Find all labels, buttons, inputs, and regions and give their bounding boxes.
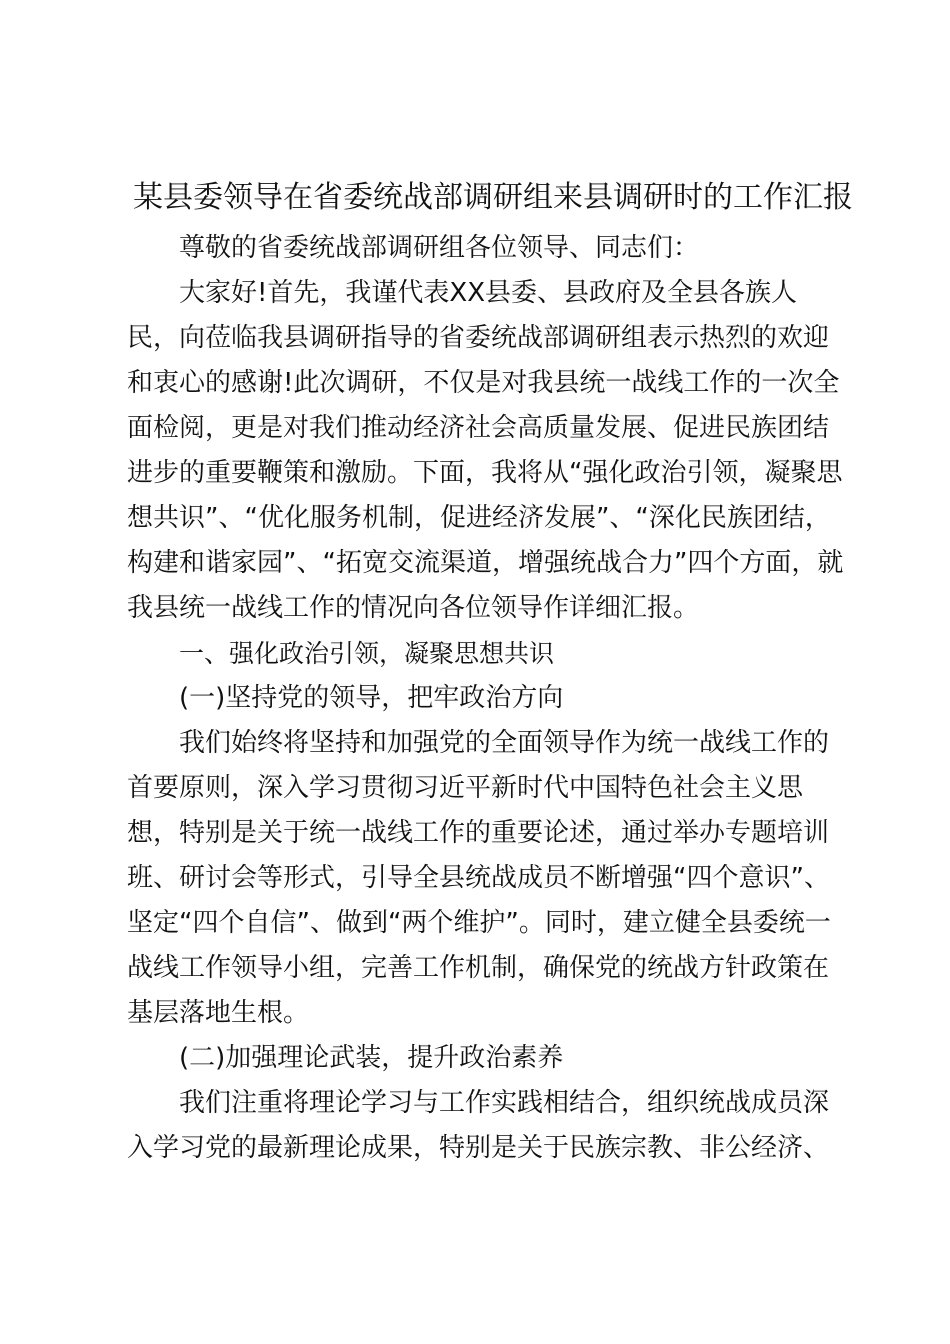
paragraph-line: 入学习党的最新理论成果，特别是关于民族宗教、非公经济、 (127, 1133, 830, 1163)
paragraph-line: 面检阅，更是对我们推动经济社会高质量发展、促进民族团结 (127, 413, 830, 443)
paragraph-line: 民，向莅临我县调研指导的省委统战部调研组表示热烈的欢迎 (127, 323, 830, 353)
paragraph-line: 我县统一战线工作的情况向各位领导作详细汇报。 (127, 593, 700, 623)
paragraph-line: 想共识”、“优化服务机制，促进经济发展”、“深化民族团结， (127, 503, 831, 533)
paragraph-line: 我们始终将坚持和加强党的全面领导作为统一战线工作的 (179, 728, 830, 758)
paragraph-line: 坚定“四个自信”、做到“两个维护”。同时，建立健全县委统一 (127, 908, 831, 938)
paragraph-line: 我们注重将理论学习与工作实践相结合，组织统战成员深 (179, 1088, 830, 1118)
salutation: 尊敬的省委统战部调研组各位领导、同志们： (179, 233, 700, 263)
document-title: 某县委领导在省委统战部调研组来县调研时的工作汇报 (133, 180, 853, 215)
paragraph-line: 战线工作领导小组，完善工作机制，确保党的统战方针政策在 (127, 953, 830, 983)
paragraph-line: 班、研讨会等形式，引导全县统战成员不断增强“四个意识”、 (127, 863, 830, 893)
paragraph-line: 想，特别是关于统一战线工作的重要论述，通过举办专题培训 (127, 818, 830, 848)
section-heading: 一、强化政治引领，凝聚思想共识 (179, 639, 555, 668)
paragraph-line: 基层落地生根。 (127, 998, 310, 1028)
document-body (127, 226, 844, 1171)
subsection-heading: (二)加强理论武装，提升政治素养 (179, 1043, 564, 1073)
paragraph-line: 进步的重要鞭策和激励。下面，我将从“强化政治引领，凝聚思 (127, 458, 843, 488)
paragraph-line: 大家好!首先，我谨代表XX县委、县政府及全县各族人 (179, 278, 798, 308)
paragraph-line: 首要原则，深入学习贯彻习近平新时代中国特色社会主义思 (127, 773, 804, 803)
paragraph-line: 和衷心的感谢!此次调研，不仅是对我县统一战线工作的一次全 (127, 368, 840, 398)
paragraph-line: 构建和谐家园”、“拓宽交流渠道，增强统战合力”四个方面，就 (127, 548, 844, 578)
subsection-heading: (一)坚持党的领导，把牢政治方向 (179, 683, 564, 713)
